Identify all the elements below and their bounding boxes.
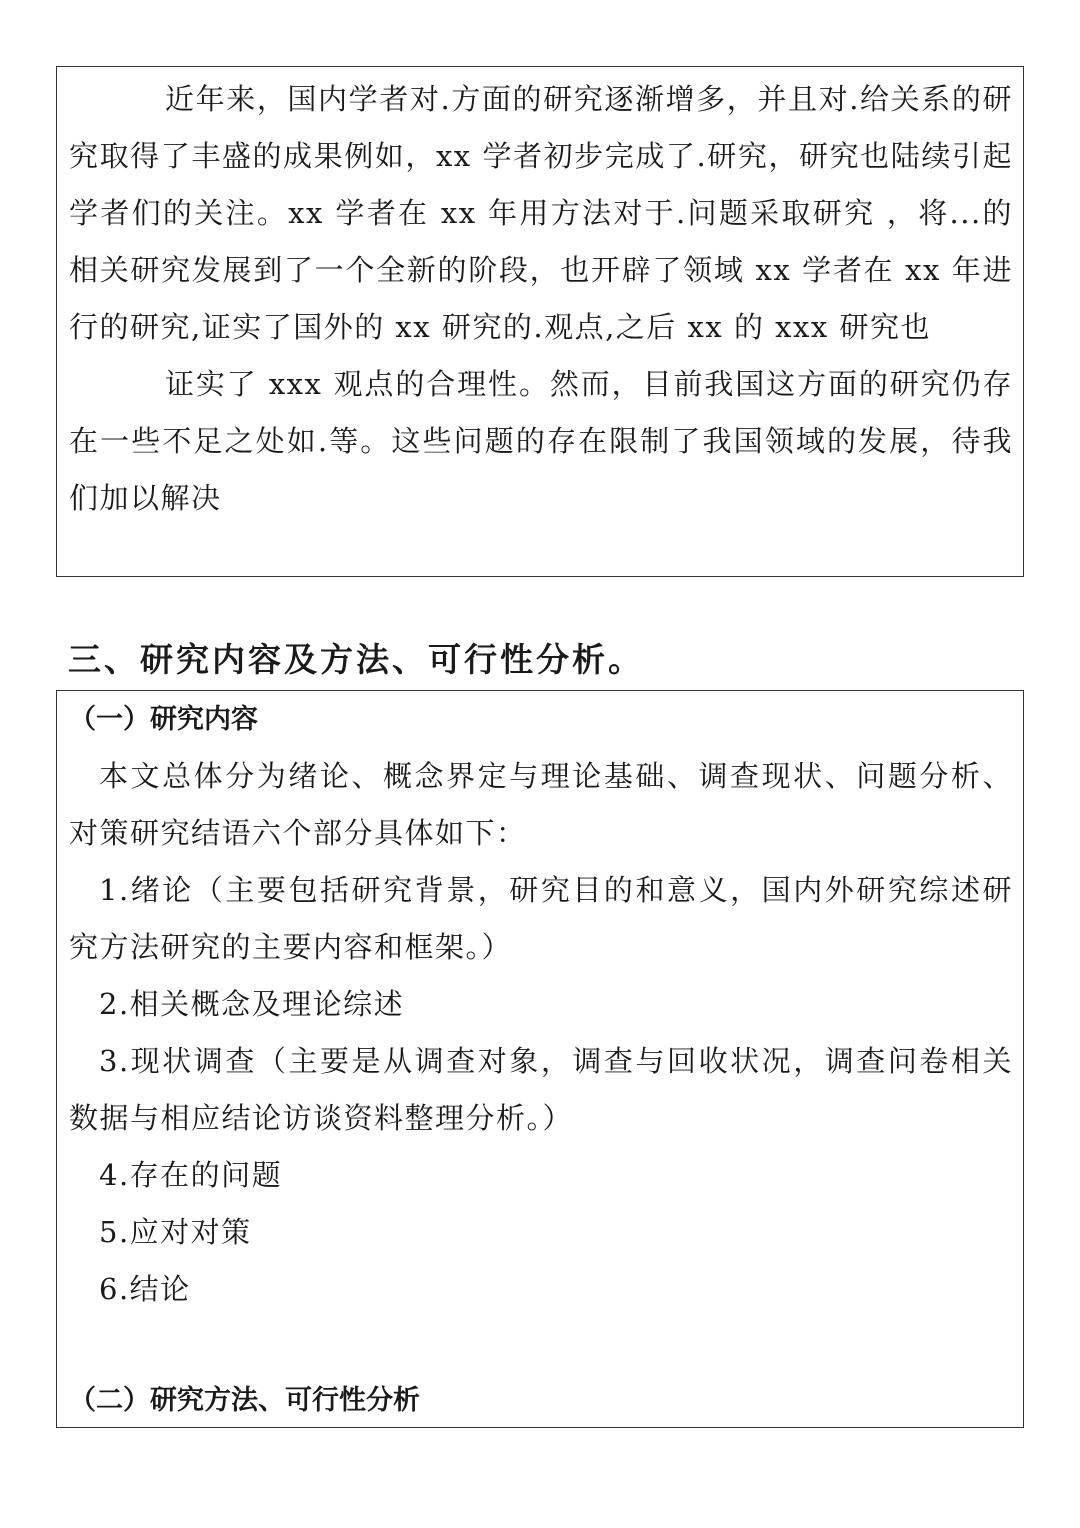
section-heading: 三、研究内容及方法、可行性分析。 — [68, 640, 644, 679]
review-paragraph-2: 证实了 xxx 观点的合理性。然而，目前我国这方面的研究仍存在一些不足之处如.等。这些问题的存在限制了我国领域的发展，待我们加以解决 — [69, 367, 1013, 515]
subheading-research-content: （一）研究内容 — [69, 704, 258, 735]
research-intro: 本文总体分为绪论、概念界定与理论基础、调查现状、问题分析、对策研究结语六个部分具体如下： — [69, 759, 1013, 850]
subheading-methods: （二）研究方法、可行性分析 — [69, 1385, 420, 1416]
literature-review-box — [56, 66, 1024, 577]
research-content-body — [69, 748, 1013, 1318]
list-item: 1.绪论（主要包括研究背景，研究目的和意义，国内外研究综述研究方法研究的主要内容和框架。） — [69, 873, 1013, 964]
review-paragraph-1: 近年来，国内学者对.方面的研究逐渐增多，并且对.给关系的研究取得了丰盛的成果例如，xx 学者初步完成了.研究，研究也陆续引起学者们的关注。xx 学者在 xx 年用方法对于.问题采取研究 ，将...的相关研究发展到了一个全新的阶段，也开辟了领域 xx 学者在 xx 年进行的研究,证实了国外的 xx 研究的.观点,之后 xx 的 xxx 研究也 — [69, 82, 1013, 344]
research-content-box — [56, 690, 1024, 1428]
list-item: 3.现状调查（主要是从调查对象，调查与回收状况，调查问卷相关数据与相应结论访谈资料整理分析。） — [69, 1044, 1013, 1135]
list-item: 4.存在的问题 — [99, 1158, 283, 1192]
list-item: 6.结论 — [99, 1272, 191, 1306]
list-item: 5.应对对策 — [99, 1215, 252, 1249]
list-item: 2.相关概念及理论综述 — [99, 987, 405, 1021]
